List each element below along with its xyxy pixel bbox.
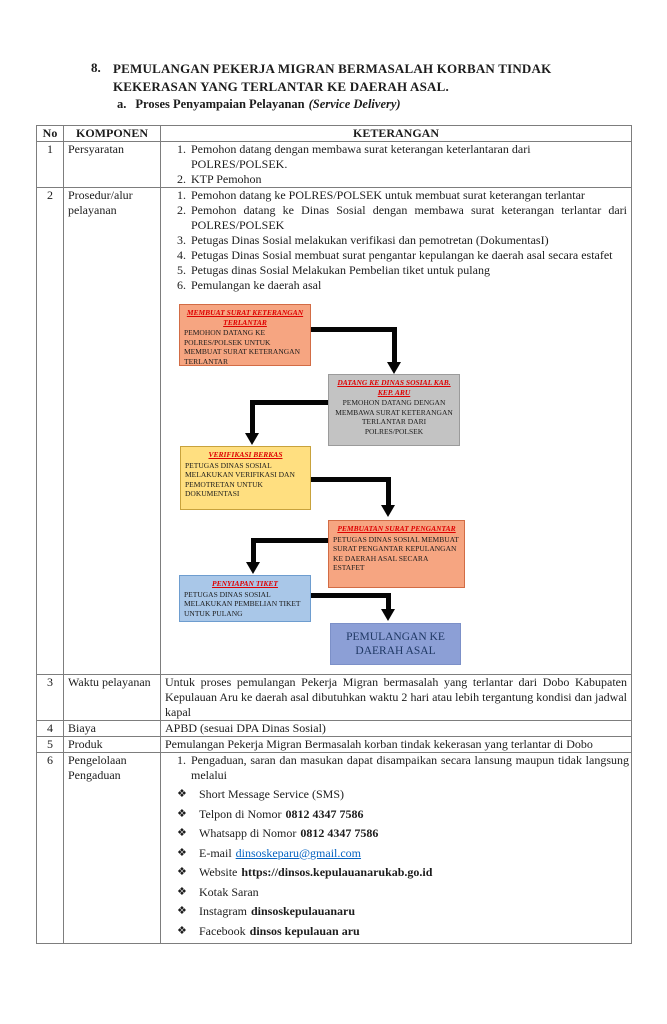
table-row-pengaduan xyxy=(37,753,632,944)
complaint-list xyxy=(165,753,627,783)
whatsapp-number: 0812 4347 7586 xyxy=(300,826,379,840)
procedure-list xyxy=(165,188,627,293)
row-komponen: Biaya xyxy=(64,721,161,737)
phone-number: 0812 4347 7586 xyxy=(285,806,364,821)
procedure-item: 1. Pemohon datang ke POLRES/POLSEK untuk membuat surat keterangan terlantar xyxy=(189,188,627,203)
biaya-text: APBD (sesuai DPA Dinas Sosial) xyxy=(165,721,326,735)
contact-channel-list xyxy=(177,787,627,939)
contact-channel-whatsapp xyxy=(177,826,627,841)
flow-box-title: DATANG KE DINAS SOSIAL KAB. KEP. ARU xyxy=(337,378,451,397)
row-komponen: Persyaratan xyxy=(64,142,161,188)
page-title-line1: PEMULANGAN PEKERJA MIGRAN BERMASALAH KORBAN TINDAK xyxy=(113,61,552,76)
waktu-text: Untuk proses pemulangan Pekerja Migran bermasalah yang terlantar dari Dobo Kabupaten Kepulauan Aru ke daerah asal dibutuhkan waktu 2 hari atau lebih tergantung kondisi dan jadwal kapal xyxy=(165,675,627,719)
flow-box-title: VERIFIKASI BERKAS xyxy=(208,450,283,459)
table-header-row xyxy=(37,126,632,142)
contact-channel-facebook xyxy=(177,924,627,939)
contact-channel-website xyxy=(177,865,627,880)
page-title-line2: KEKERASAN YANG TERLANTAR KE DAERAH ASAL. xyxy=(113,79,449,94)
table-row-prosedur xyxy=(37,188,632,675)
header-keterangan: KETERANGAN xyxy=(161,126,632,142)
procedure-item: 3. Petugas Dinas Sosial melakukan verifikasi dan pemotretan (DokumentasI) xyxy=(189,233,627,248)
subheading-letter: a. xyxy=(117,97,127,111)
table-row-produk xyxy=(37,737,632,753)
instagram-handle: dinsoskepulauanaru xyxy=(250,904,356,918)
heading-number: 8. xyxy=(91,60,101,75)
flowchart xyxy=(165,298,633,672)
row-keterangan xyxy=(161,188,632,675)
subheading-italic: (Service Delivery) xyxy=(308,97,401,111)
row-komponen: Produk xyxy=(64,737,161,753)
flow-box-pemulangan-final xyxy=(330,623,461,665)
requirement-item: 2. KTP Pemohon xyxy=(189,172,627,187)
row-no: 2 xyxy=(37,188,64,675)
row-keterangan xyxy=(161,721,632,737)
flow-box-body: PEMULANGAN KE DAERAH ASAL xyxy=(346,631,445,657)
row-keterangan xyxy=(161,753,632,944)
row-no: 3 xyxy=(37,675,64,721)
requirement-item: 1. Pemohon datang dengan membawa surat keterangan keterlantaran dari POLRES/POLSEK. xyxy=(189,142,627,172)
row-komponen: Prosedur/alur pelayanan xyxy=(64,188,161,675)
row-komponen: Pengelolaan Pengaduan xyxy=(64,753,161,944)
channel-label: Short Message Service (SMS) xyxy=(199,787,344,801)
row-keterangan xyxy=(161,737,632,753)
row-komponen: Waktu pelayanan xyxy=(64,675,161,721)
header-no: No xyxy=(37,126,64,142)
contact-channel-email xyxy=(177,846,627,861)
service-table xyxy=(36,125,632,944)
produk-text: Pemulangan Pekerja Migran Bermasalah korban tindak kekerasan yang terlantar di Dobo xyxy=(165,737,593,751)
flow-box-body: PETUGAS DINAS SOSIAL MELAKUKAN PEMBELIAN TIKET UNTUK PULANG xyxy=(184,589,301,618)
procedure-item: 5. Petugas dinas Sosial Melakukan Pembelian tiket untuk pulang xyxy=(189,263,627,278)
flow-box-body: PEMOHON DATANG DENGAN MEMBAWA SURAT KETERANGAN TERLANTAR DARI POLRES/POLSEK xyxy=(335,398,453,436)
requirement-list xyxy=(165,142,627,187)
email-link[interactable]: dinsoskeparu@gmail.com xyxy=(235,845,362,860)
flow-box-title: PEMBUATAN SURAT PENGANTAR xyxy=(337,524,456,533)
flow-box-datang-dinsos xyxy=(328,374,460,446)
complaint-intro: 1. Pengaduan, saran dan masukan dapat disampaikan secara lansung maupun tidak langsung melalui xyxy=(189,753,629,783)
flow-box-title: PENYIAPAN TIKET xyxy=(212,579,278,588)
header-komponen: KOMPONEN xyxy=(64,126,161,142)
contact-channel-suggestion-box xyxy=(177,885,627,900)
contact-channel-instagram xyxy=(177,904,627,919)
contact-channel-sms xyxy=(177,787,627,802)
table-row-persyaratan xyxy=(37,142,632,188)
row-keterangan xyxy=(161,142,632,188)
flow-box-body: PEMOHON DATANG KE POLRES/POLSEK UNTUK MEMBUAT SURAT KETERANGAN TERLANTAR xyxy=(184,328,300,366)
row-no: 4 xyxy=(37,721,64,737)
channel-label: Whatsapp di Nomor xyxy=(199,826,297,840)
flow-box-verifikasi-berkas xyxy=(180,446,311,510)
flow-box-membuat-surat xyxy=(179,304,311,366)
contact-channel-phone xyxy=(177,807,627,822)
page-title xyxy=(113,60,593,96)
facebook-handle: dinsos kepulauan aru xyxy=(249,923,360,938)
row-keterangan xyxy=(161,675,632,721)
channel-label: E-mail xyxy=(199,845,232,860)
table-row-biaya xyxy=(37,721,632,737)
procedure-item: 6. Pemulangan ke daerah asal xyxy=(189,278,627,293)
subheading xyxy=(117,97,401,112)
subheading-bold: Proses Penyampaian Pelayanan xyxy=(135,97,305,111)
flow-box-title: MEMBUAT SURAT KETERANGAN TERLANTAR xyxy=(186,308,304,327)
table-row-waktu xyxy=(37,675,632,721)
flow-box-body: PETUGAS DINAS SOSIAL MELAKUKAN VERIFIKASI DAN PEMOTRETAN UNTUK DOKUMENTASI xyxy=(185,460,295,498)
flow-box-pembuatan-surat xyxy=(328,520,465,588)
channel-label: Instagram xyxy=(199,904,247,918)
channel-label: Kotak Saran xyxy=(199,884,259,899)
flow-box-penyiapan-tiket xyxy=(179,575,311,622)
channel-label: Website xyxy=(199,865,238,879)
channel-label: Telpon di Nomor xyxy=(199,806,282,821)
procedure-item: 4. Petugas Dinas Sosial membuat surat pengantar kepulangan ke daerah asal secara estafet xyxy=(189,248,627,263)
website-url: https://dinsos.kepulauanarukab.go.id xyxy=(241,865,433,879)
row-no: 1 xyxy=(37,142,64,188)
row-no: 5 xyxy=(37,737,64,753)
channel-label: Facebook xyxy=(199,923,246,938)
flow-box-body: PETUGAS DINAS SOSIAL MEMBUAT SURAT PENGANTAR KEPULANGAN KE DAERAH ASAL SECARA ESTAFET xyxy=(333,534,459,572)
procedure-item: 2. Pemohon datang ke Dinas Sosial dengan membawa surat keterangan terlantar dari POLRES/POLSEK xyxy=(189,203,627,233)
row-no: 6 xyxy=(37,753,64,944)
